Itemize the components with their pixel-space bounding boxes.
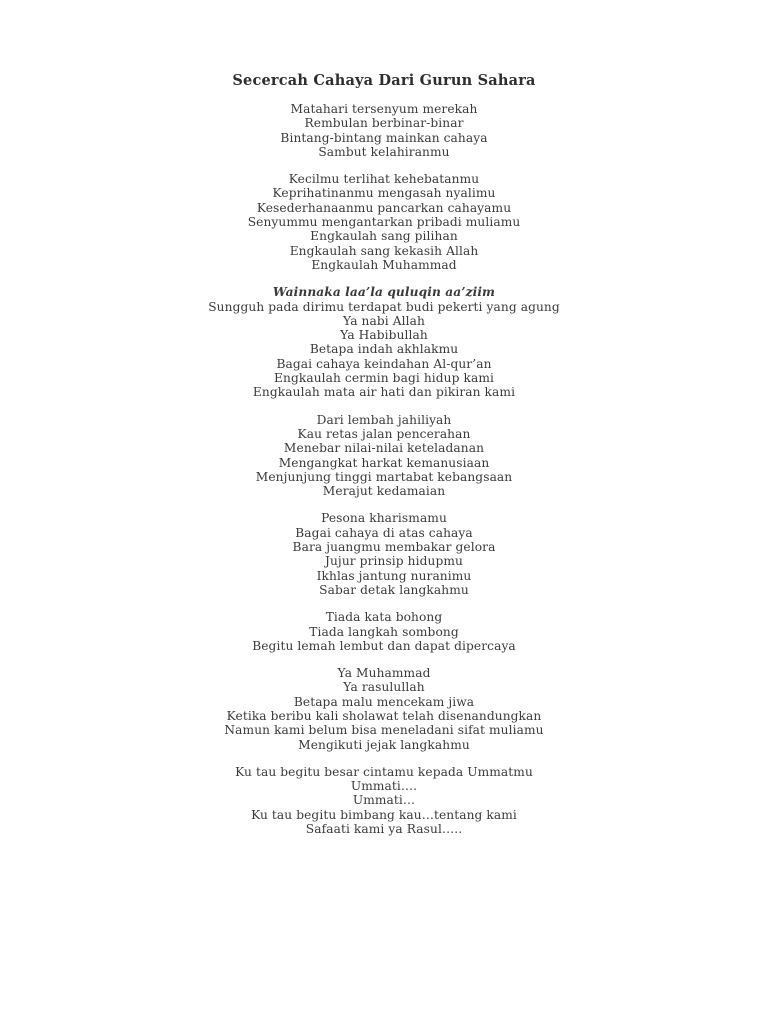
poem-line: Keprihatinanmu mengasah nyalimu	[272, 186, 496, 201]
poem-line-arabic-verse: Wainnaka laa’la quluqin aa’ziim	[272, 285, 496, 300]
poem-line: Namun kami belum bisa meneladani sifat muliamu	[224, 723, 544, 738]
poem-line: Senyummu mengantarkan pribadi muliamu	[247, 215, 521, 230]
poem-line: Betapa malu mencekam jiwa	[293, 694, 475, 709]
poem-line: Merajut kedamaian	[322, 484, 446, 499]
poem-line: Engkaulah sang kekasih Allah	[289, 243, 479, 258]
poem-line: Pesona kharismamu	[321, 511, 447, 526]
poem-line: Dari lembah jahiliyah	[316, 412, 452, 427]
poem-line: Mengikuti jejak langkahmu	[298, 737, 470, 752]
poem-line: Tiada kata bohong	[325, 610, 443, 625]
poem-line: Ikhlas jantung nuranimu	[316, 568, 472, 583]
stanza-1	[0, 102, 768, 159]
poem-line: Tiada langkah sombong	[309, 624, 459, 639]
stanza-3	[0, 285, 768, 399]
poem-line: Sambut kelahiranmu	[318, 144, 450, 159]
poem-line: Engkaulah Muhammad	[311, 257, 457, 272]
poem-line: Ya Habibullah	[340, 328, 428, 343]
poem-line: Ummati…	[352, 793, 416, 808]
poem-line: Ku tau begitu bimbang kau…tentang kami	[251, 807, 517, 822]
poem-line: Betapa indah akhlakmu	[309, 342, 459, 357]
poem-line: Sungguh pada dirimu terdapat budi pekerti yang agung	[208, 299, 560, 314]
poem-line: Ya Muhammad	[337, 666, 431, 681]
poem-line: Engkaulah cermin bagi hidup kami	[274, 371, 494, 386]
poem-title: Secercah Cahaya Dari Gurun Sahara	[232, 72, 536, 89]
stanza-2	[0, 172, 768, 272]
poem-line: Bagai cahaya keindahan Al-qur’an	[276, 356, 492, 371]
poem-line: Rembulan berbinar-binar	[304, 116, 464, 131]
poem-line: Jujur prinsip hidupmu	[325, 554, 463, 569]
poem-line: Ketika beribu kali sholawat telah disenandungkan	[226, 708, 542, 723]
poem-line: Ya nabi Allah	[343, 313, 425, 328]
poem-line: Kecilmu terlihat kehebatanmu	[288, 172, 480, 187]
stanza-4	[0, 413, 768, 499]
poem-line: Ummati….	[350, 779, 418, 794]
poem-line: Bagai cahaya di atas cahaya	[295, 525, 473, 540]
stanza-5	[0, 511, 768, 597]
poem-line: Mengangkat harkat kemanusiaan	[278, 455, 490, 470]
poem-line: Ya rasulullah	[343, 680, 425, 695]
stanza-6	[0, 610, 768, 653]
poem-line: Safaati kami ya Rasul…..	[305, 822, 463, 837]
poem-line: Engkaulah sang pilihan	[310, 229, 458, 244]
poem-line: Bintang-bintang mainkan cahaya	[280, 130, 488, 145]
stanza-8	[0, 765, 768, 836]
poem	[0, 72, 768, 849]
poem-line: Menebar nilai-nilai keteladanan	[283, 441, 485, 456]
poem-line: Engkaulah mata air hati dan pikiran kami	[252, 385, 516, 400]
stanza-7	[0, 666, 768, 752]
poem-line: Sabar detak langkahmu	[319, 582, 469, 597]
poem-line: Begitu lemah lembut dan dapat dipercaya	[252, 638, 516, 653]
poem-line: Kau retas jalan pencerahan	[297, 426, 471, 441]
poem-line: Menjunjung tinggi martabat kebangsaan	[255, 469, 513, 484]
poem-line: Ku tau begitu besar cintamu kepada Ummatmu	[235, 764, 533, 779]
poem-line: Kesederhanaanmu pancarkan cahayamu	[256, 200, 512, 215]
poem-line: Matahari tersenyum merekah	[290, 102, 478, 116]
poem-line: Bara juangmu membakar gelora	[292, 540, 496, 555]
